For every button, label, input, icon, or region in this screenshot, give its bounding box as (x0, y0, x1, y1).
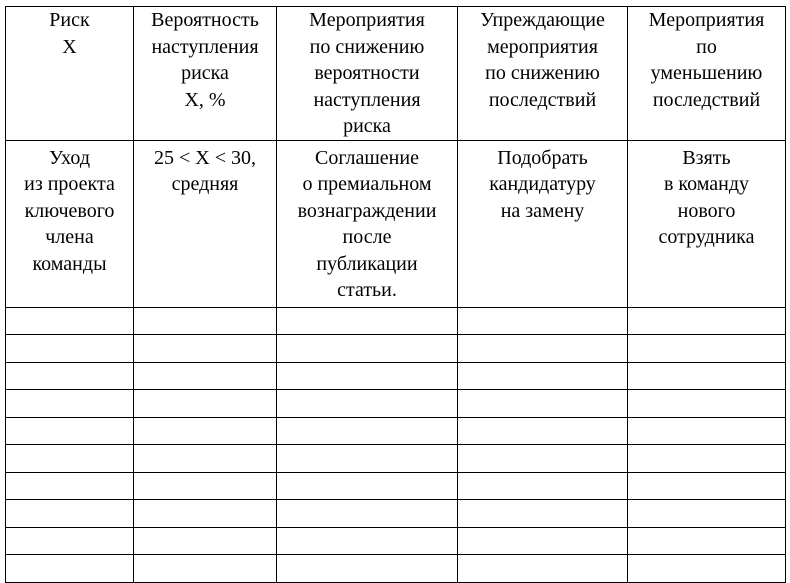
empty-cell (458, 472, 628, 500)
empty-cell (458, 445, 628, 473)
empty-cell (6, 555, 134, 583)
empty-table-row (6, 307, 786, 335)
header-row (6, 7, 786, 141)
empty-cell (628, 307, 786, 335)
empty-cell (458, 390, 628, 418)
empty-table-row (6, 362, 786, 390)
empty-cell (6, 472, 134, 500)
empty-table-row (6, 472, 786, 500)
empty-table-row (6, 500, 786, 528)
empty-cell (458, 527, 628, 555)
empty-cell (628, 472, 786, 500)
table-row (6, 140, 786, 307)
header-probability: Вероятность наступления риска X, % (134, 7, 277, 141)
empty-cell (134, 472, 277, 500)
empty-cell (277, 500, 458, 528)
empty-cell (134, 527, 277, 555)
empty-cell (6, 362, 134, 390)
empty-cell (134, 555, 277, 583)
cell-mitigation: Взять в команду нового сотрудника (628, 140, 786, 307)
empty-cell (458, 417, 628, 445)
empty-cell (277, 362, 458, 390)
empty-cell (134, 417, 277, 445)
empty-cell (6, 335, 134, 363)
empty-cell (134, 390, 277, 418)
empty-cell (6, 527, 134, 555)
empty-cell (134, 335, 277, 363)
empty-cell (628, 500, 786, 528)
empty-cell (134, 500, 277, 528)
header-mitigation-measures: Мероприятия по уменьшению последствий (628, 7, 786, 141)
empty-cell (277, 555, 458, 583)
empty-table-row (6, 445, 786, 473)
empty-table-row (6, 335, 786, 363)
header-preventive-measures: Упреждающие мероприятия по снижению последствий (458, 7, 628, 141)
empty-cell (458, 555, 628, 583)
header-probability-reduction-measures: Мероприятия по снижению вероятности наступления риска (277, 7, 458, 141)
cell-risk: Уход из проекта ключевого члена команды (6, 140, 134, 307)
risk-table (5, 6, 786, 583)
empty-cell (277, 335, 458, 363)
empty-cell (458, 362, 628, 390)
empty-cell (277, 307, 458, 335)
cell-probability-reduction: Соглашение о премиальном вознаграждении после публикации статьи. (277, 140, 458, 307)
empty-cell (6, 445, 134, 473)
empty-cell (458, 335, 628, 363)
empty-cell (6, 500, 134, 528)
cell-preventive: Подобрать кандидатуру на замену (458, 140, 628, 307)
empty-cell (628, 335, 786, 363)
empty-table-row (6, 390, 786, 418)
empty-cell (277, 472, 458, 500)
empty-cell (628, 555, 786, 583)
empty-cell (277, 390, 458, 418)
cell-probability: 25 < X < 30, средняя (134, 140, 277, 307)
empty-cell (628, 362, 786, 390)
header-risk: Риск X (6, 7, 134, 141)
empty-cell (458, 500, 628, 528)
empty-cell (6, 417, 134, 445)
empty-cell (628, 417, 786, 445)
empty-cell (6, 390, 134, 418)
empty-cell (277, 417, 458, 445)
empty-cell (628, 527, 786, 555)
empty-cell (134, 445, 277, 473)
empty-cell (628, 445, 786, 473)
empty-cell (6, 307, 134, 335)
empty-cell (277, 445, 458, 473)
empty-cell (628, 390, 786, 418)
empty-cell (134, 307, 277, 335)
empty-table-row (6, 527, 786, 555)
empty-table-row (6, 417, 786, 445)
empty-cell (458, 307, 628, 335)
empty-cell (277, 527, 458, 555)
empty-cell (134, 362, 277, 390)
empty-table-row (6, 555, 786, 583)
